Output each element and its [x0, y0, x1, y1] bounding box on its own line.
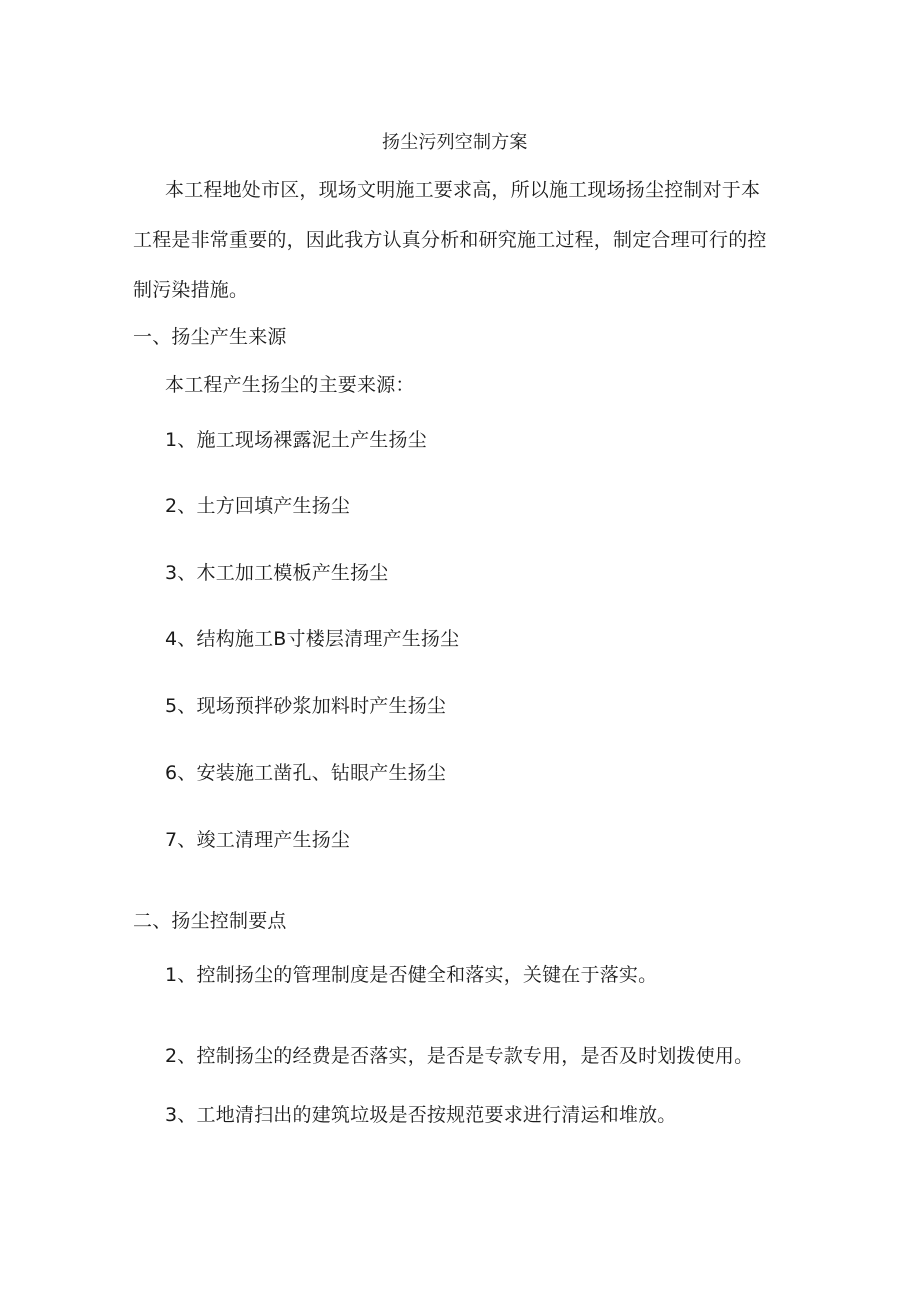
control-item-2: 2、控制扬尘的经费是否落实，是否是专款专用，是否及时划拨使用。 [165, 1045, 754, 1067]
document-title: 扬尘污列空制方案 [382, 132, 528, 153]
intro-line-2: 工程是非常重要的，因此我方认真分析和研究施工过程，制定合理可行的控 [133, 229, 767, 251]
control-item-1: 1、控制扬尘的管理制度是否健全和落实，关键在于落实。 [165, 964, 658, 986]
section1-heading: 一、扬尘产生来源 [133, 326, 287, 348]
source-item-4: 4、结构施工B寸楼层清理产生扬尘 [165, 628, 460, 650]
source-item-2: 2、土方回填产生扬尘 [165, 495, 351, 517]
intro-line-3: 制污染措施。 [133, 279, 249, 301]
source-item-6: 6、安装施工凿孔、钻眼产生扬尘 [165, 762, 447, 784]
section1-lead: 本工程产生扬尘的主要来源： [165, 374, 415, 396]
intro-line-1: 本工程地处市区，现场文明施工要求高，所以施工现场扬尘控制对于本 [165, 179, 761, 201]
source-item-5: 5、现场预拌砂浆加料时产生扬尘 [165, 695, 447, 717]
source-item-7: 7、竣工清理产生扬尘 [165, 829, 351, 851]
section2-heading: 二、扬尘控制要点 [133, 910, 287, 932]
source-item-1: 1、施工现场裸露泥土产生扬尘 [165, 429, 427, 451]
control-item-3: 3、工地清扫出的建筑垃圾是否按规范要求进行清运和堆放。 [165, 1104, 677, 1126]
source-item-3: 3、木工加工模板产生扬尘 [165, 562, 389, 584]
